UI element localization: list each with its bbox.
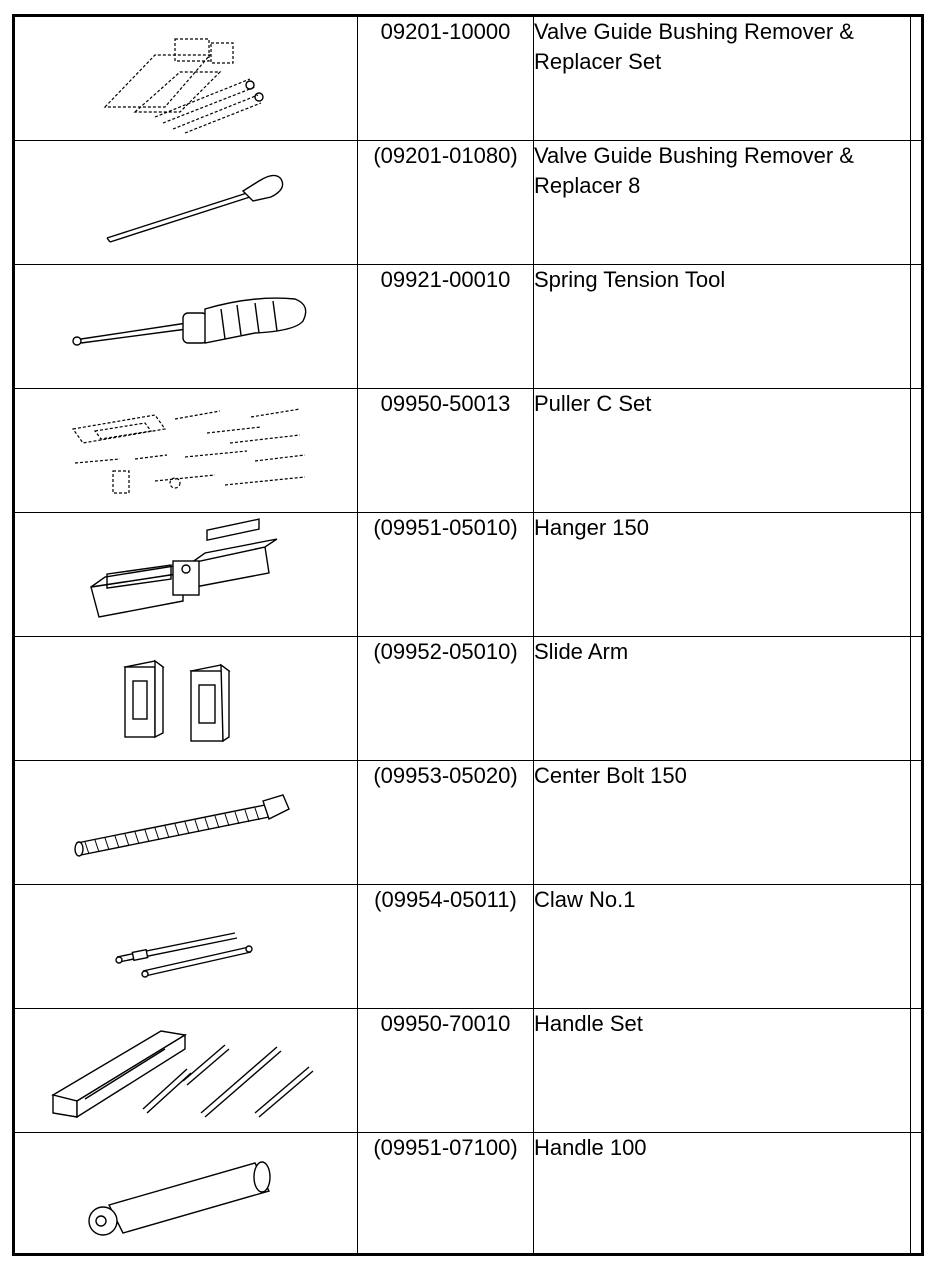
tool-name: Valve Guide Bushing Remover & Replacer Set xyxy=(534,17,911,141)
valve-guide-remover-icon xyxy=(15,141,357,264)
table-row xyxy=(15,17,924,141)
special-tools-table xyxy=(15,17,924,1256)
tool-name: Claw No.1 xyxy=(534,885,911,1009)
part-number: 09921-00010 xyxy=(358,265,534,389)
tool-name: Valve Guide Bushing Remover & Replacer 8 xyxy=(534,141,911,265)
tool-name: Center Bolt 150 xyxy=(534,761,911,885)
part-number: (09951-05010) xyxy=(358,513,534,637)
valve-guide-set-icon xyxy=(15,17,357,140)
puller-set-icon xyxy=(15,389,357,512)
tool-name: Slide Arm xyxy=(534,637,911,761)
claw-icon xyxy=(15,885,357,1008)
handle-icon xyxy=(15,1133,357,1256)
hanger-icon xyxy=(15,513,357,636)
table-row xyxy=(15,389,924,513)
table-row xyxy=(15,141,924,265)
tool-name: Spring Tension Tool xyxy=(534,265,911,389)
part-number: (09954-05011) xyxy=(358,885,534,1009)
table-row xyxy=(15,761,924,885)
table-row xyxy=(15,1133,924,1257)
part-number: (09201-01080) xyxy=(358,141,534,265)
handle-set-icon xyxy=(15,1009,357,1132)
part-number: 09950-50013 xyxy=(358,389,534,513)
part-number: 09201-10000 xyxy=(358,17,534,141)
spring-tension-tool-icon xyxy=(15,265,357,388)
table-row xyxy=(15,1009,924,1133)
table-row xyxy=(15,637,924,761)
tool-name: Handle Set xyxy=(534,1009,911,1133)
part-number: (09952-05010) xyxy=(358,637,534,761)
table-row xyxy=(15,513,924,637)
table-row xyxy=(15,265,924,389)
table-row xyxy=(15,885,924,1009)
tool-name: Puller C Set xyxy=(534,389,911,513)
special-tools-sheet xyxy=(12,14,924,1256)
part-number: 09950-70010 xyxy=(358,1009,534,1133)
center-bolt-icon xyxy=(15,761,357,884)
tool-name: Hanger 150 xyxy=(534,513,911,637)
part-number: (09951-07100) xyxy=(358,1133,534,1257)
slide-arm-icon xyxy=(15,637,357,760)
part-number: (09953-05020) xyxy=(358,761,534,885)
tool-name: Handle 100 xyxy=(534,1133,911,1257)
